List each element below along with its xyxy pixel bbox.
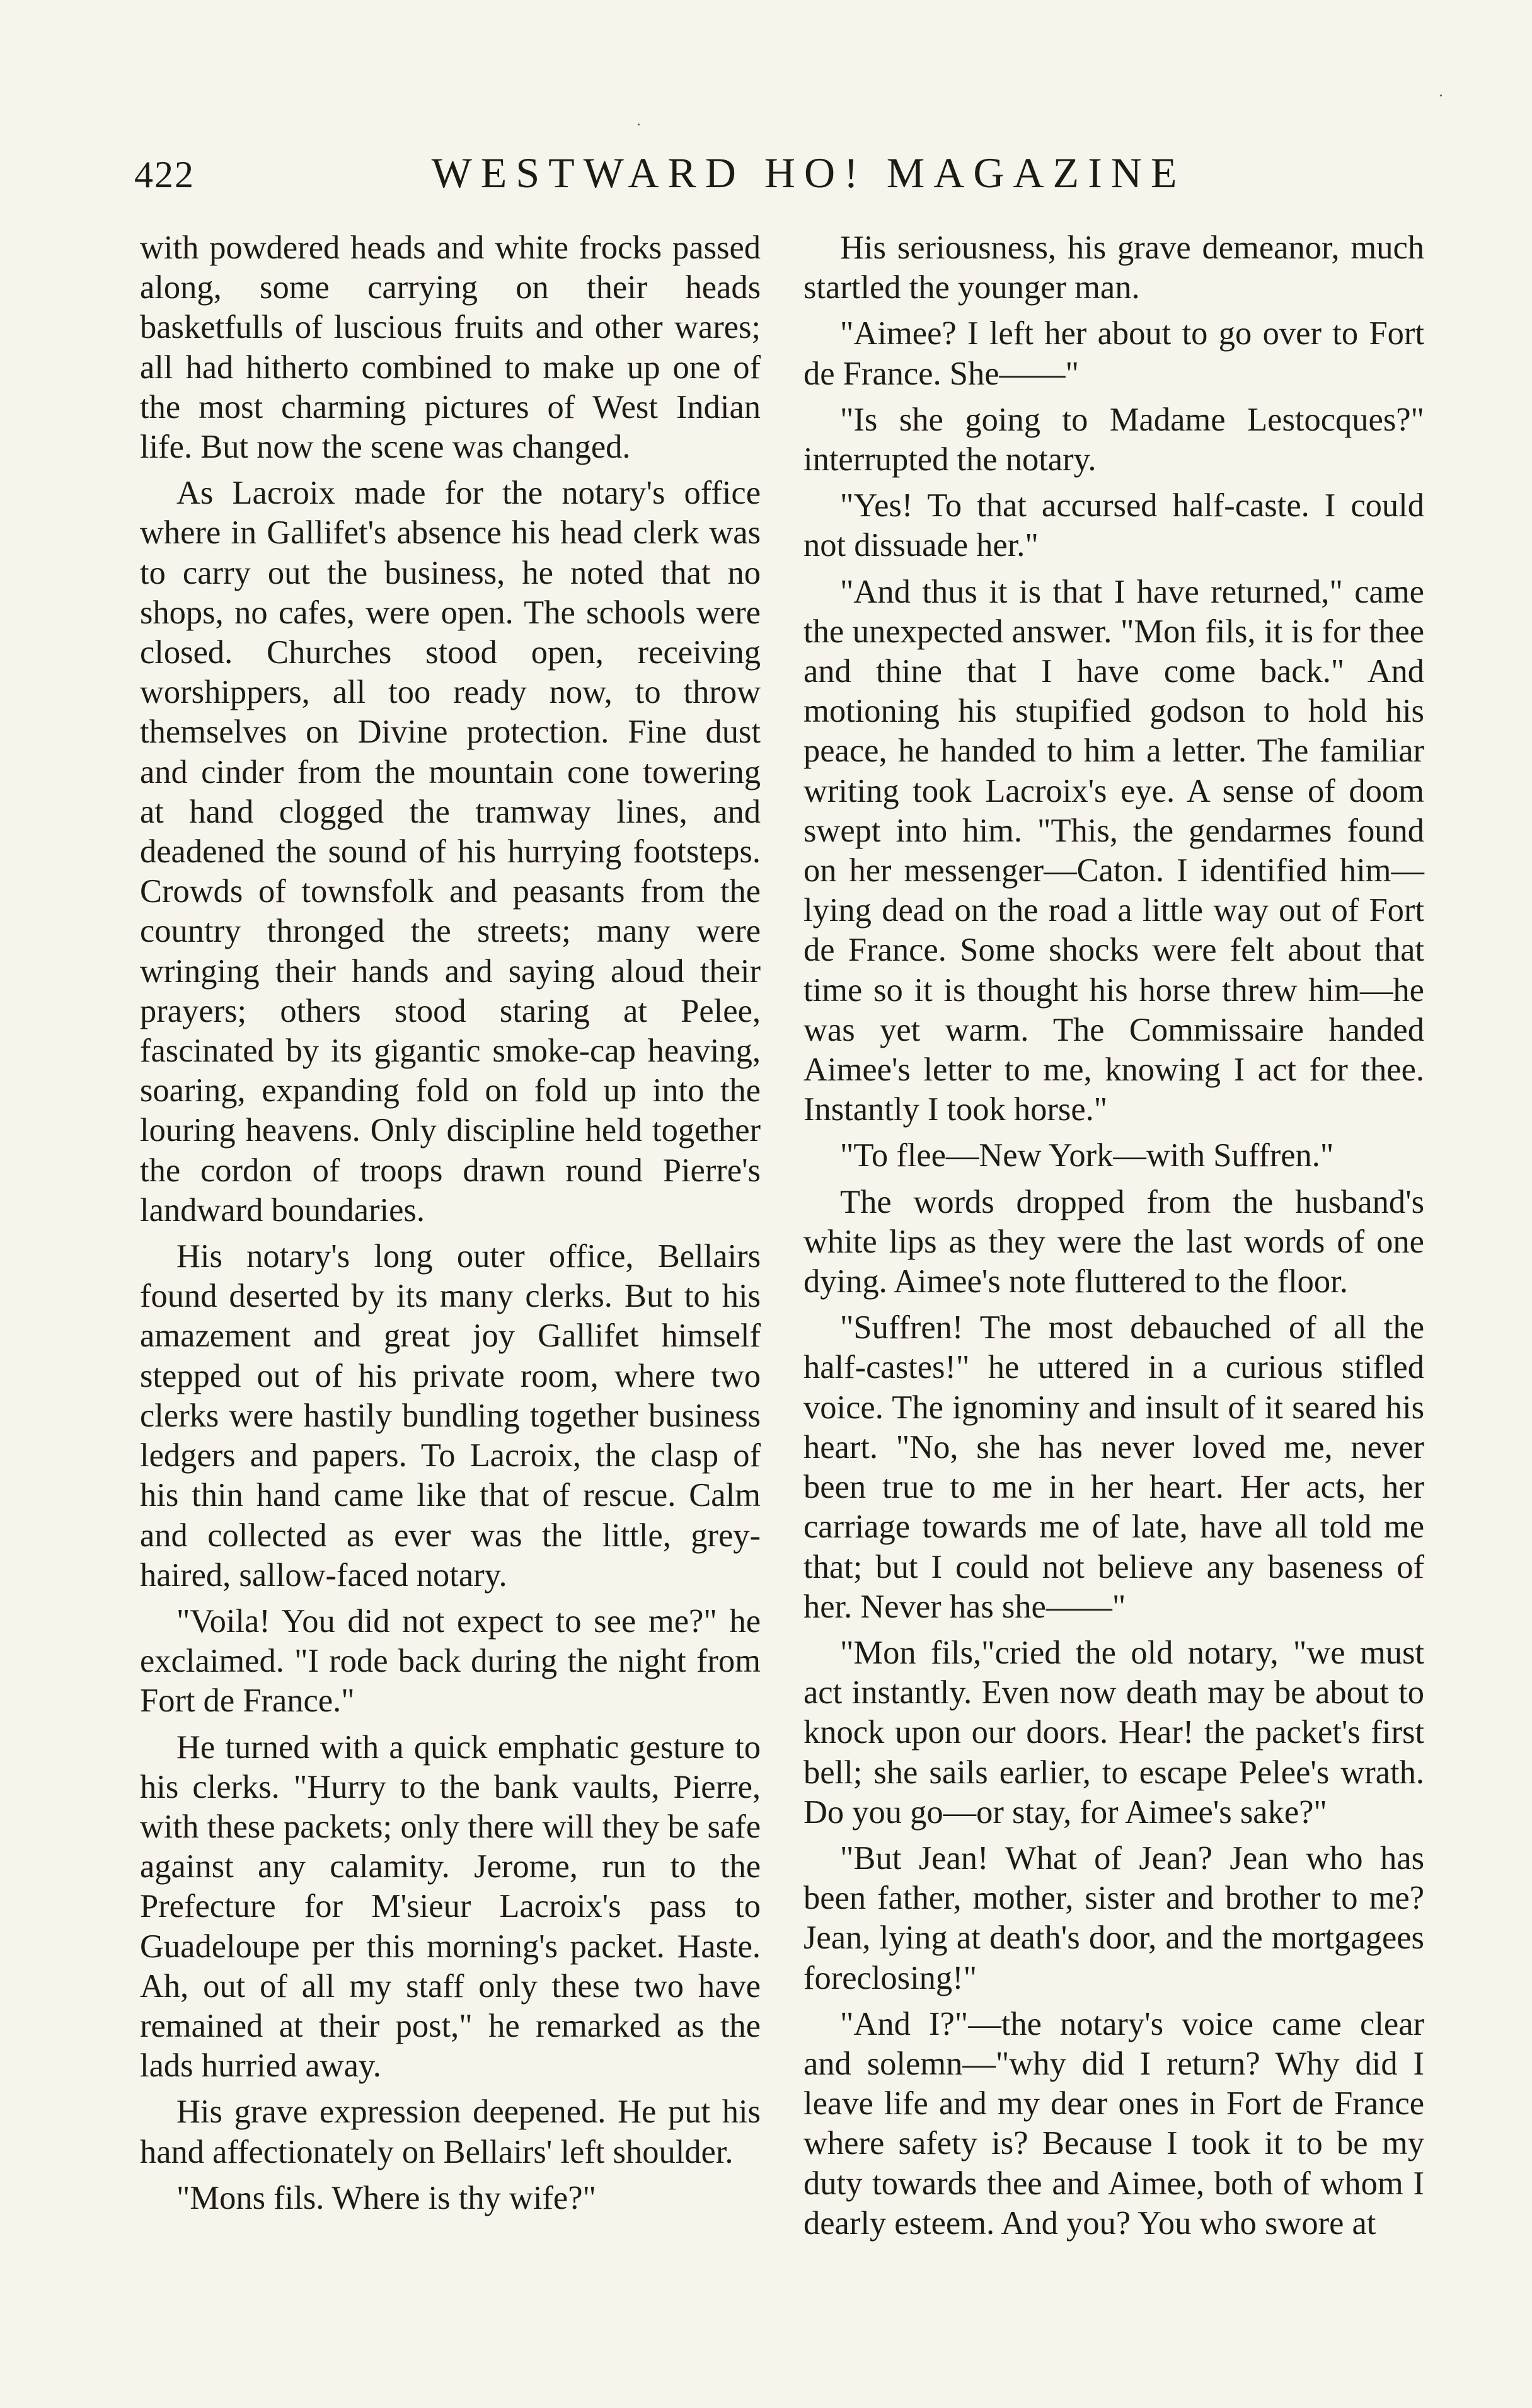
page-speck: [638, 124, 640, 125]
page-speck: [1440, 95, 1442, 96]
paragraph: "And I?"—the notary's voice came clear and solemn—"why did I return? Why did I leave life and my dear ones in Fort de France where safety is? Because I took it to be my duty towards thee and Aimee, both of whom I dearly esteem. And you? You who swore at: [803, 2005, 1424, 2242]
paragraph: "Voila! You did not expect to see me?" he exclaimed. "I rode back during the night from Fort de France.": [140, 1602, 761, 1720]
paragraph: "Mon fils,"cried the old notary, "we must act instantly. Even now death may be about to knock upon our doors. Hear! the packet's first bell; she sails earlier, to escape Pelee's wrath. Do you go—or stay, for Aimee's sake?": [803, 1634, 1424, 1831]
page-header: [134, 148, 1426, 205]
paragraph: "Suffren! The most debauched of all the half-castes!" he uttered in a curious stifled voice. The ignominy and insult of it seared his heart. "No, she has never loved me, never been true to me in her heart. Her acts, her carriage towards me of late, have all told me that; but I could not believe any baseness of her. Never has she——": [803, 1309, 1424, 1625]
paragraph: "Mons fils. Where is thy wife?": [176, 2179, 596, 2216]
page-number: 422: [134, 154, 195, 195]
paragraph: As Lacroix made for the notary's office where in Gallifet's absence his head clerk was to carry out the business, he noted that no shops, no cafes, were open. The schools were closed. Churches stood open, receiving worshippers, all too ready now, to throw themselves on Divine protection. Fine dust and cinder from the mountain cone towering at hand clogged the tramway lines, and deadened the sound of his hurrying footsteps. Crowds of townsfolk and peasants from the country thronged the streets; many were wringing their hands and saying aloud their prayers; others stood staring at Pelee, fascinated by its gigantic smoke-cap heaving, soaring, expanding fold on fold up into the louring heavens. Only discipline held together the cordon of troops drawn round Pierre's landward boundaries.: [140, 475, 761, 1229]
paragraph: "But Jean! What of Jean? Jean who has been father, mother, sister and brother to me? Jean, lying at death's door, and the mortgagees foreclosing!": [803, 1839, 1424, 1996]
paragraph: "Yes! To that accursed half-caste. I could not dissuade her.": [803, 487, 1424, 564]
running-title: WESTWARD HO! MAGAZINE: [431, 149, 1186, 197]
paragraph: "To flee—New York—with Suffren.": [840, 1137, 1334, 1174]
left-column: [140, 228, 761, 2218]
paragraph: He turned with a quick emphatic gesture to his clerks. "Hurry to the bank vaults, Pierre, with these packets; only there will they be safe against any calamity. Jerome, run to the Prefecture for M'sieur Lacroix's pass to Guadeloupe per this morning's packet. Haste. Ah, out of all my staff only these two have remained at their post," he remarked as the lads hurried away.: [140, 1728, 761, 2085]
paragraph: His notary's long outer office, Bellairs found deserted by its many clerks. But to his amazement and great joy Gallifet himself stepped out of his private room, where two clerks were hastily bundling together business ledgers and papers. To Lacroix, the clasp of his thin hand came like that of rescue. Calm and collected as ever was the little, grey-haired, sallow-faced notary.: [140, 1238, 761, 1594]
paragraph: "And thus it is that I have returned," came the unexpected answer. "Mon fils, it is for thee and thine that I have come back." And motioning his stupified godson to hold his peace, he handed to him a letter. The familiar writing took Lacroix's eye. A sense of doom swept into him. "This, the gendarmes found on her messenger—Caton. I identified him—lying dead on the road a little way out of Fort de France. Some shocks were felt about that time so it is thought his horse threw him—he was yet warm. The Commissaire handed Aimee's letter to me, knowing I act for thee. Instantly I took horse.": [803, 573, 1424, 1128]
right-column: [803, 228, 1424, 2243]
paragraph: His grave expression deepened. He put his hand affectionately on Bellairs' left shoulder.: [140, 2093, 761, 2170]
paragraph: The words dropped from the husband's white lips as they were the last words of one dying. Aimee's note fluttered to the floor.: [803, 1183, 1424, 1300]
paragraph: "Is she going to Madame Lestocques?" interrupted the notary.: [803, 401, 1424, 478]
paragraph: with powdered heads and white frocks passed along, some carrying on their heads basketfulls of luscious fruits and other wares; all had hitherto combined to make up one of the most charming pictures of West Indian life. But now the scene was changed.: [140, 229, 761, 466]
paragraph: "Aimee? I left her about to go over to Fort de France. She——": [803, 315, 1424, 392]
paragraph: His seriousness, his grave demeanor, much startled the younger man.: [803, 229, 1424, 306]
